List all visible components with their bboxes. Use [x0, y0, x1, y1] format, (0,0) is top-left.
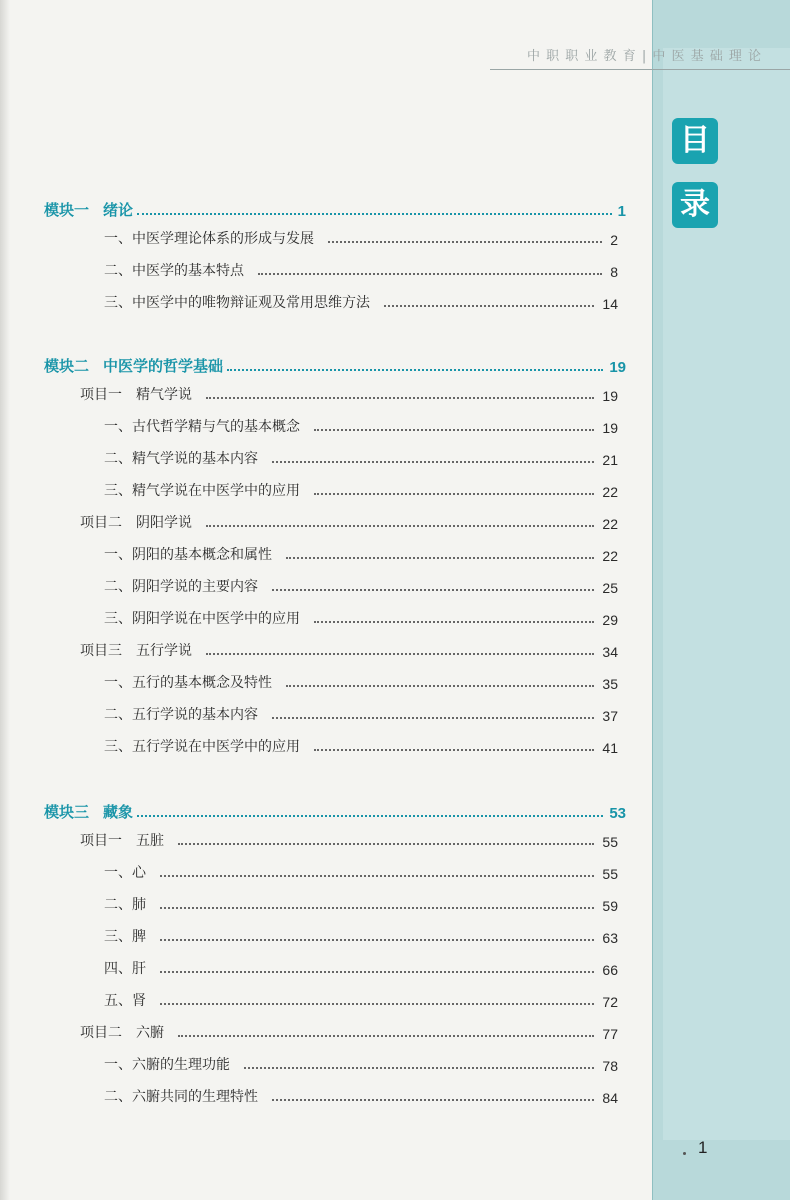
project-page: 22	[602, 516, 618, 532]
entry-page: 2	[610, 232, 618, 248]
toc-entry[interactable]	[104, 446, 618, 468]
entry-page: 29	[602, 612, 618, 628]
toc-project[interactable]	[80, 828, 618, 850]
toc-module-2[interactable]	[44, 350, 626, 376]
project-page: 34	[602, 644, 618, 660]
entry-page: 66	[602, 962, 618, 978]
leader-dots	[384, 305, 594, 307]
toc-entry[interactable]	[104, 478, 618, 500]
leader-dots	[160, 939, 594, 941]
toc-project[interactable]	[80, 510, 618, 532]
entry-title: 一、中医学理论体系的形成与发展	[104, 231, 314, 247]
toc-entry[interactable]	[104, 1084, 618, 1106]
entry-title: 二、肺	[104, 897, 146, 913]
side-tab	[652, 0, 790, 1200]
toc-entry[interactable]	[104, 542, 618, 564]
toc-entry[interactable]	[104, 290, 618, 312]
entry-title: 二、五行学说的基本内容	[104, 707, 258, 723]
entry-page: 63	[602, 930, 618, 946]
entry-title: 二、六腑共同的生理特性	[104, 1089, 258, 1105]
leader-dots	[286, 557, 594, 559]
project-page: 19	[602, 388, 618, 404]
leader-dots	[314, 493, 594, 495]
leader-dots	[328, 241, 602, 243]
page-dot	[683, 1152, 686, 1155]
entry-page: 22	[602, 548, 618, 564]
leader-dots	[272, 589, 594, 591]
leader-dots	[227, 369, 603, 371]
entry-title: 三、精气学说在中医学中的应用	[104, 483, 300, 499]
module-title: 中医学的哲学基础	[103, 357, 224, 375]
leader-dots	[206, 397, 594, 399]
leader-dots	[314, 429, 594, 431]
page-number: 1	[698, 1138, 708, 1157]
leader-dots	[160, 1003, 594, 1005]
project-page: 55	[602, 834, 618, 850]
module-page: 19	[609, 359, 626, 376]
leader-dots	[272, 461, 594, 463]
project-title: 五脏	[136, 833, 164, 849]
toc-entry[interactable]	[104, 956, 618, 978]
project-title: 精气学说	[136, 387, 192, 403]
toc-entry[interactable]	[104, 734, 618, 756]
entry-title: 二、阴阳学说的主要内容	[104, 579, 258, 595]
running-header: 中 职 职 业 教 育 | 中 医 基 础 理 论	[490, 44, 790, 70]
project-label: 项目二	[80, 1025, 122, 1041]
entry-title: 三、脾	[104, 929, 146, 945]
project-title: 五行学说	[136, 643, 192, 659]
entry-title: 三、阴阳学说在中医学中的应用	[104, 611, 300, 627]
project-label: 项目一	[80, 387, 122, 403]
entry-title: 四、肝	[104, 961, 146, 977]
toc-entry[interactable]	[104, 606, 618, 628]
leader-dots	[272, 717, 594, 719]
leader-dots	[137, 213, 612, 215]
entry-page: 35	[602, 676, 618, 692]
entry-page: 22	[602, 484, 618, 500]
module-label: 模块三	[44, 803, 90, 821]
leader-dots	[206, 653, 594, 655]
toc-entry[interactable]	[104, 924, 618, 946]
project-label: 项目一	[80, 833, 122, 849]
toc-project[interactable]	[80, 382, 618, 404]
toc-entry[interactable]	[104, 860, 618, 882]
module-label: 模块一	[44, 201, 90, 219]
side-title-char-2: 录	[672, 182, 718, 228]
entry-title: 三、中医学中的唯物辩证观及常用思维方法	[104, 295, 370, 311]
entry-page: 8	[610, 264, 618, 280]
side-title-char-1: 目	[672, 118, 718, 164]
project-title: 六腑	[136, 1025, 164, 1041]
toc-module-1[interactable]	[44, 194, 626, 220]
module-page: 1	[617, 203, 626, 220]
leader-dots	[272, 1099, 594, 1101]
entry-page: 21	[602, 452, 618, 468]
toc-project[interactable]	[80, 1020, 618, 1042]
entry-page: 37	[602, 708, 618, 724]
entry-title: 一、五行的基本概念及特性	[104, 675, 272, 691]
toc-entry[interactable]	[104, 670, 618, 692]
entry-page: 72	[602, 994, 618, 1010]
entry-page: 14	[602, 296, 618, 312]
entry-title: 五、肾	[104, 993, 146, 1009]
toc-entry[interactable]	[104, 702, 618, 724]
entry-page: 59	[602, 898, 618, 914]
leader-dots	[286, 685, 594, 687]
entry-page: 19	[602, 420, 618, 436]
page-binding-edge	[0, 0, 10, 1200]
toc-module-3[interactable]	[44, 796, 626, 822]
toc-project[interactable]	[80, 638, 618, 660]
leader-dots	[244, 1067, 594, 1069]
module-title: 绪论	[103, 201, 134, 219]
project-label: 项目二	[80, 515, 122, 531]
entry-page: 25	[602, 580, 618, 596]
entry-title: 三、五行学说在中医学中的应用	[104, 739, 300, 755]
project-label: 项目三	[80, 643, 122, 659]
leader-dots	[178, 843, 594, 845]
toc-entry[interactable]	[104, 892, 618, 914]
entry-page: 78	[602, 1058, 618, 1074]
entry-page: 55	[602, 866, 618, 882]
toc-entry[interactable]	[104, 414, 618, 436]
toc-entry[interactable]	[104, 258, 618, 280]
toc-entry[interactable]	[104, 574, 618, 596]
module-label: 模块二	[44, 357, 90, 375]
leader-dots	[160, 907, 594, 909]
project-title: 阴阳学说	[136, 515, 192, 531]
project-page: 77	[602, 1026, 618, 1042]
entry-page: 84	[602, 1090, 618, 1106]
entry-title: 一、六腑的生理功能	[104, 1057, 230, 1073]
toc-entry[interactable]	[104, 226, 618, 248]
leader-dots	[314, 749, 594, 751]
entry-title: 二、中医学的基本特点	[104, 263, 244, 279]
entry-title: 一、古代哲学精与气的基本概念	[104, 419, 300, 435]
entry-page: 41	[602, 740, 618, 756]
entry-title: 一、阴阳的基本概念和属性	[104, 547, 272, 563]
leader-dots	[178, 1035, 594, 1037]
leader-dots	[160, 875, 594, 877]
module-title: 藏象	[103, 803, 134, 821]
leader-dots	[314, 621, 594, 623]
leader-dots	[258, 273, 602, 275]
leader-dots	[137, 815, 603, 817]
module-page: 53	[609, 805, 626, 822]
leader-dots	[206, 525, 594, 527]
entry-title: 二、精气学说的基本内容	[104, 451, 258, 467]
toc-entry[interactable]	[104, 1052, 618, 1074]
entry-title: 一、心	[104, 865, 146, 881]
toc-entry[interactable]	[104, 988, 618, 1010]
leader-dots	[160, 971, 594, 973]
